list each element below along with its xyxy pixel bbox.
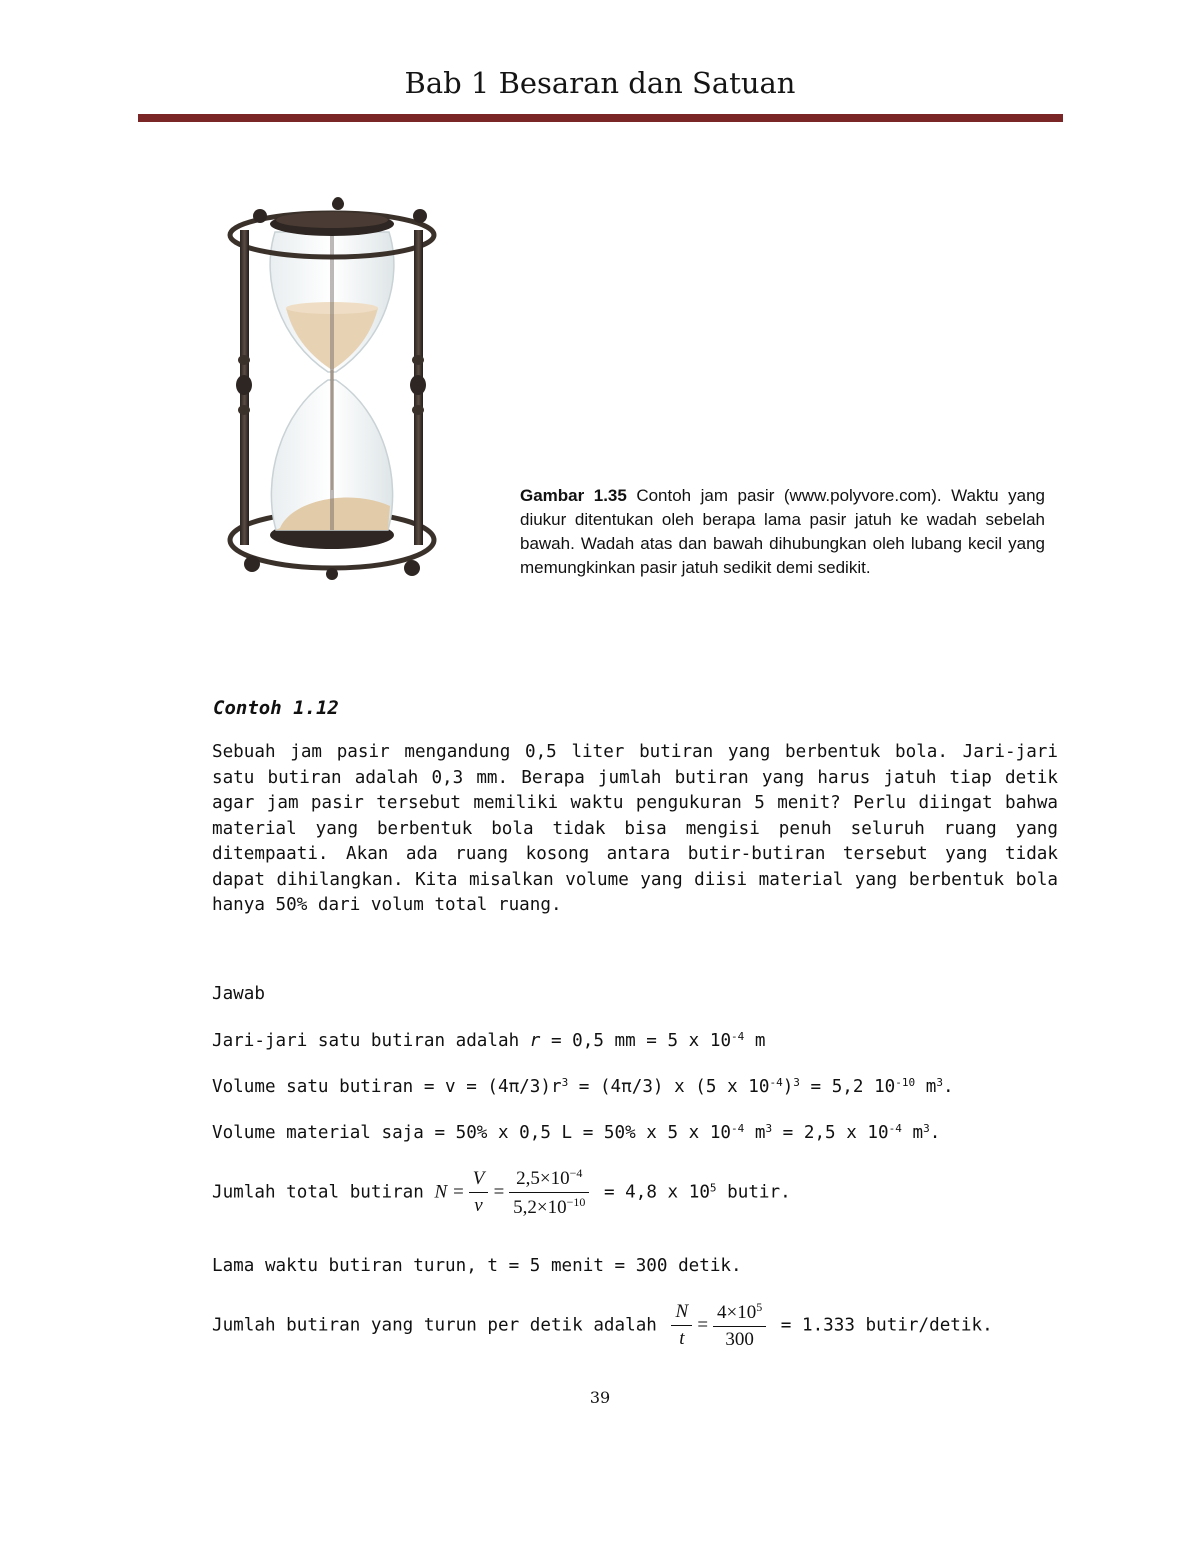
answer-volume-grain: Volume satu butiran = $v = (4\pi/3)r^3 = (4\pi/3)$ x (5 x $10^{-4})^3 = 5,2$ $10^{-10}$ $m^3$. [212, 1076, 954, 1097]
fraction-v-over-v: $\frac{V}{v}$ [469, 1168, 489, 1217]
fraction-rate-values: $\frac{4\times 10^5}{300}$ [713, 1300, 766, 1351]
hourglass-icon [200, 190, 470, 590]
answer-volume-material: Volume material saja = 50% x 0,5 L = 50% x 5 x $10^{-4}$ $m^3 = 2,5$ x $10^{-4}$ $m^3$. [212, 1122, 941, 1143]
figure-caption-label: Gambar 1.35 [520, 486, 627, 505]
answer-time: Lama waktu butiran turun, t = 5 menit = 300 detik. [212, 1256, 742, 1276]
example-problem: Sebuah jam pasir mengandung 0,5 liter butiran yang berbentuk bola. Jari-jari satu butiran adalah 0,3 mm. Berapa jumlah butiran yang harus jatuh tiap detik agar jam pasir tersebut memiliki waktu pengukuran 5 menit? Perlu diingat bahwa material yang berbentuk bola tidak bisa mengisi penuh seluruh ruang yang ditempaati. Akan ada ruang kosong antara butir-butiran tersebut yang tidak dapat dihilangkan. Kita misalkan volume yang diisi material yang berbentuk bola hanya 50% dari volum total ruang. [212, 742, 1058, 915]
answer-total-grains: Jumlah total butiran N = $\frac{V}{v}$ = $\frac{2,5\times 10^{-4}}{5,2\times 10^{-10}}$ = 4,8 x $10^5$ butir. [212, 1166, 791, 1218]
header-rule [138, 114, 1063, 122]
page-number: 39 [589, 1388, 611, 1407]
answer-radius: Jari-jari satu butiran adalah r = 0,5 mm = 5 x $10^{-4}$ m [212, 1030, 766, 1051]
chapter-title: Bab 1 Besaran dan Satuan [404, 66, 796, 100]
answer-label: Jawab [212, 984, 265, 1004]
fraction-volume-values: $\frac{2,5\times 10^{-4}}{5,2\times 10^{-10}}$ [509, 1166, 589, 1219]
figure-caption [520, 484, 1045, 580]
example-title: Contoh 1.12 [213, 697, 339, 719]
answer-rate: Jumlah butiran yang turun per detik adalah $\frac{N}{t}$ = $\frac{4\times 10^5}{300}$ = 1.333 butir/detik. [212, 1300, 993, 1350]
fraction-n-over-t: $\frac{N}{t}$ [671, 1301, 692, 1350]
figure-caption-text: Contoh jam pasir (www.polyvore.com). Waktu yang diukur ditentukan oleh berapa lama pasir jatuh ke wadah sebelah bawah. Wadah atas dan bawah dihubungkan oleh lubang kecil yang memungkinkan pasir jatuh sedikit demi sedikit. [520, 486, 1045, 577]
